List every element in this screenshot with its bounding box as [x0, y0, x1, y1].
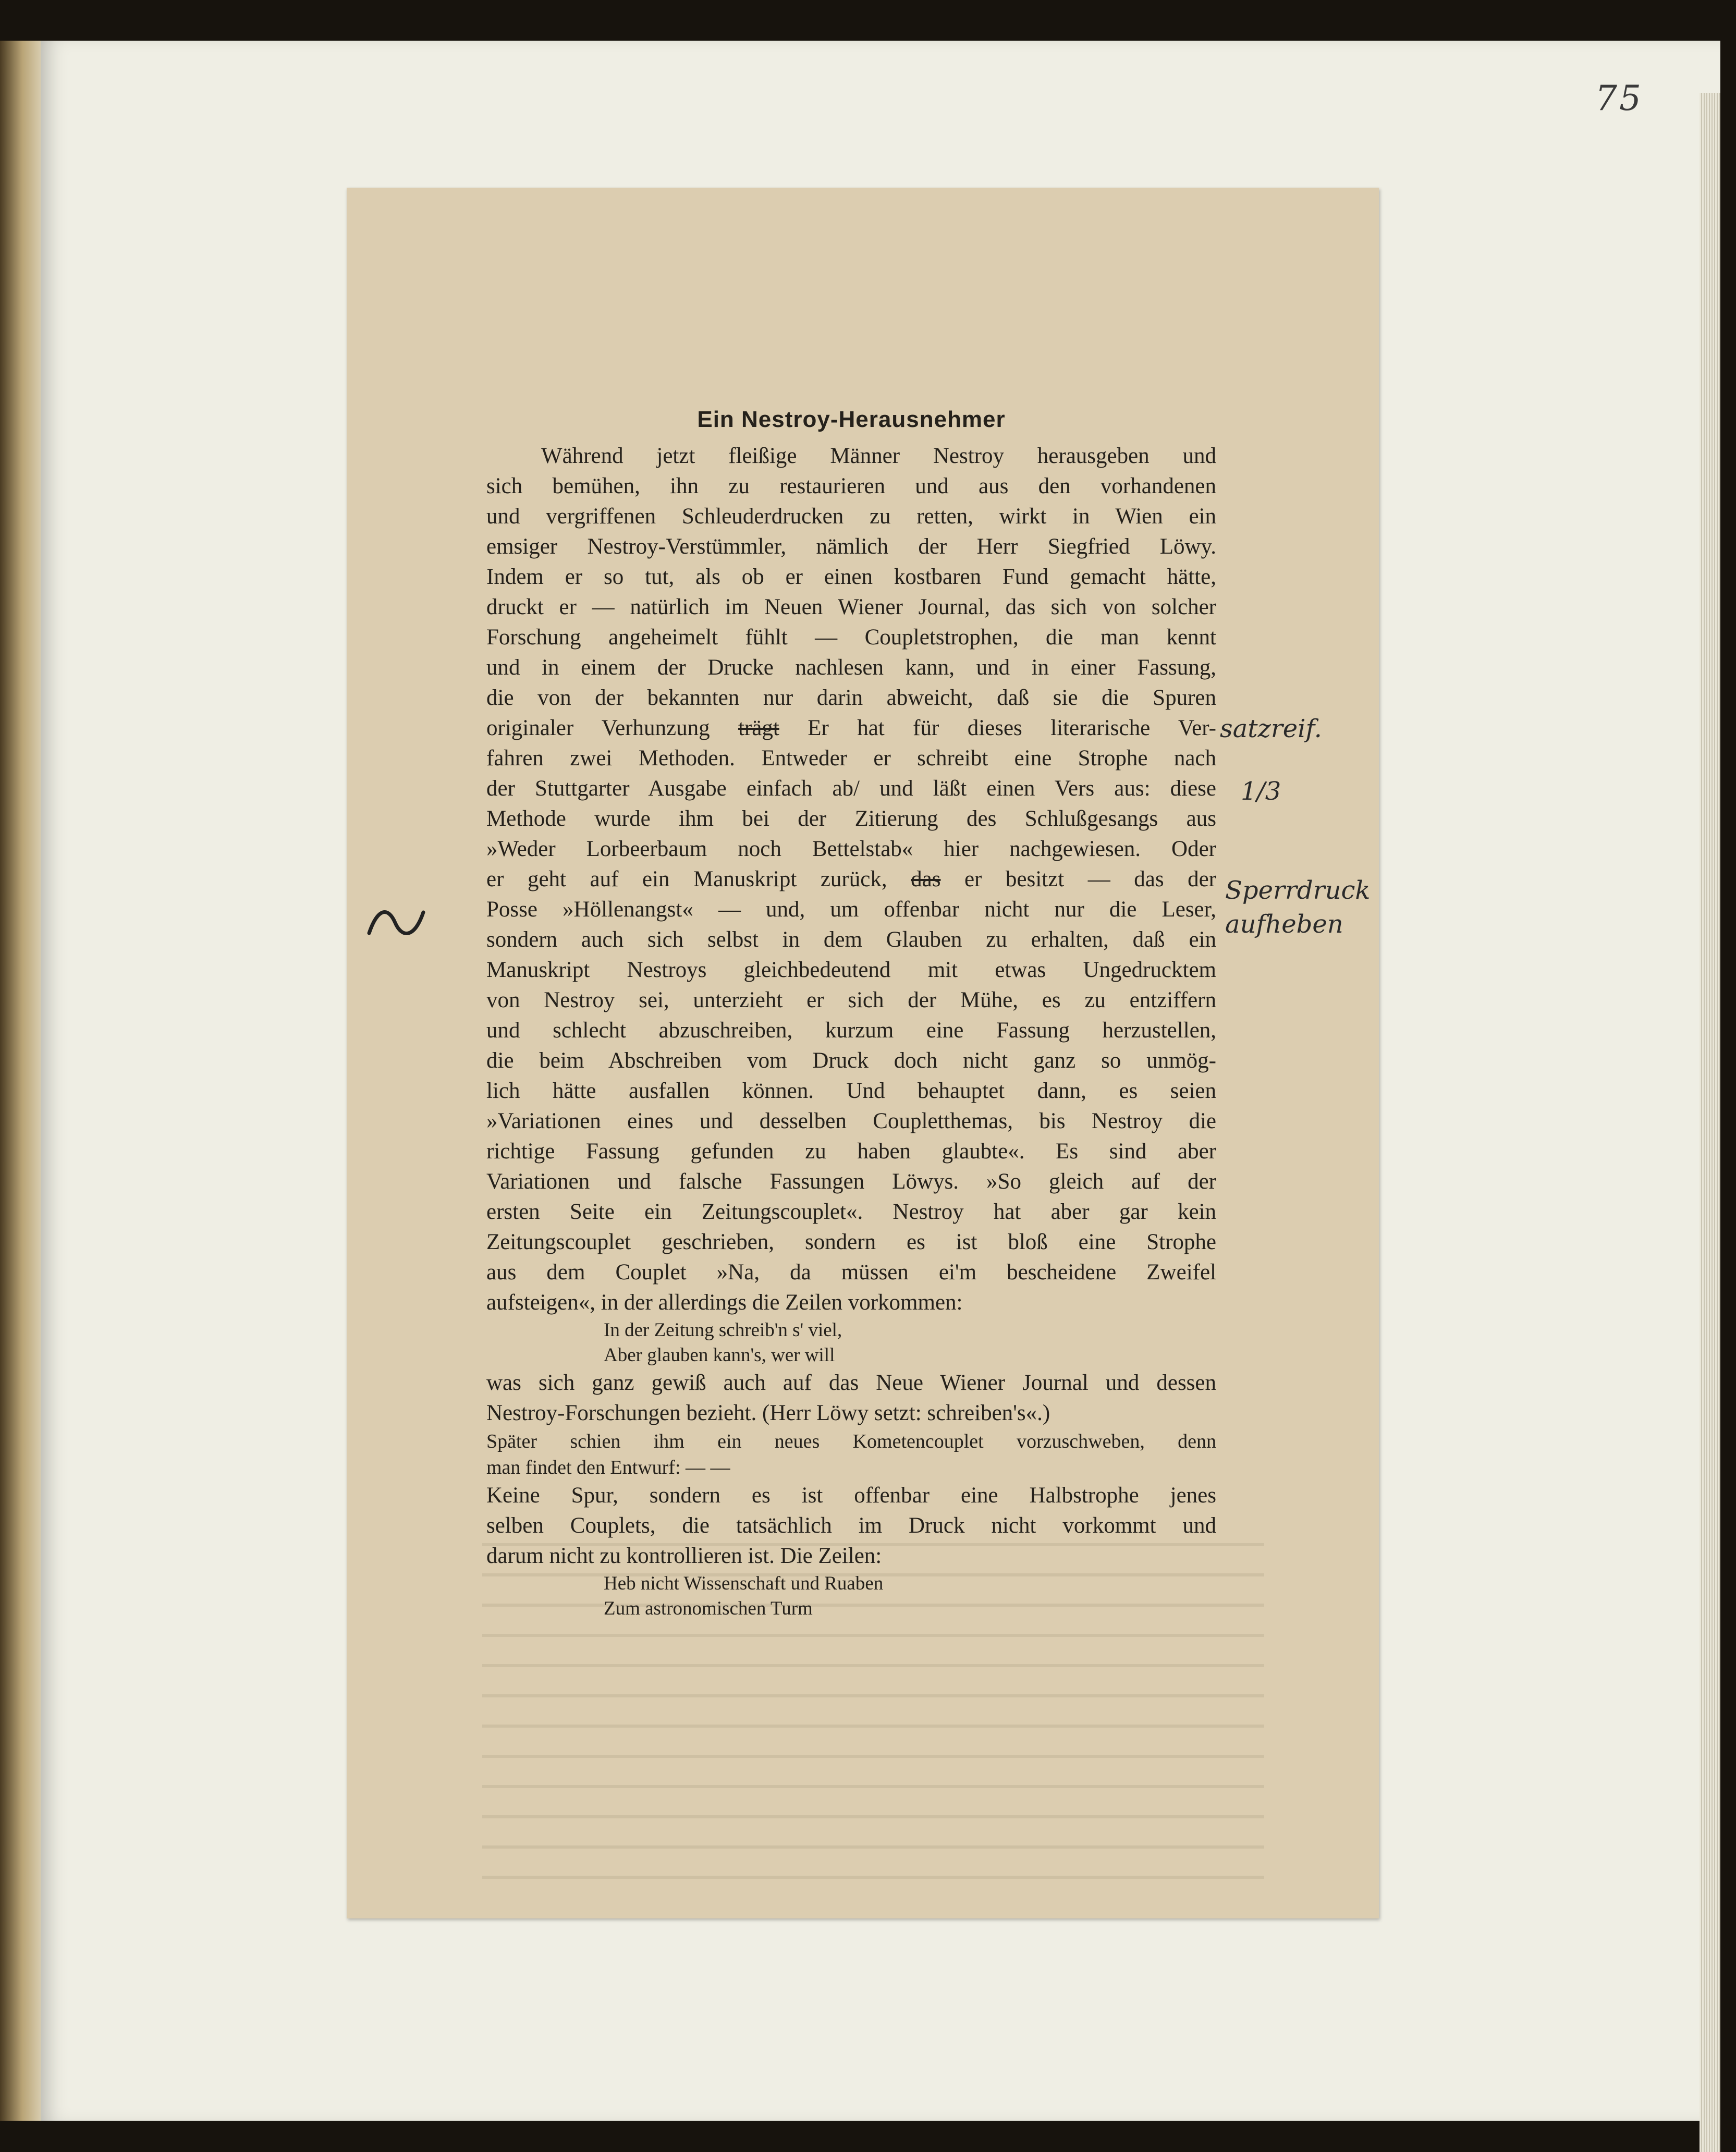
folio-number: 75	[1595, 78, 1643, 118]
text-fragment: er geht auf ein Manuskript zurück,	[486, 867, 911, 891]
text-line: sondern auch sich selbst in dem Glauben zu erhalten, daß ein	[486, 927, 1216, 952]
verse-line: In der Zeitung schreib'n s' viel,	[604, 1319, 842, 1341]
text-fragment: er besitzt — das der	[940, 867, 1216, 891]
text-line: selben Couplets, die tatsächlich im Druck nicht vorkommt und	[486, 1513, 1216, 1538]
text-line: richtige Fassung gefunden zu haben glaubte«. Es sind aber	[486, 1139, 1216, 1164]
text-line	[486, 864, 1216, 895]
verse-line: Heb nicht Wissenschaft und Ruaben	[604, 1573, 884, 1594]
text-line: was sich ganz gewiß auch auf das Neue Wiener Journal und dessen	[486, 1371, 1216, 1395]
struck-word: trägt	[738, 716, 779, 740]
text-line: Methode wurde ihm bei der Zitierung des Schlußgesangs aus	[486, 806, 1216, 831]
text-line: emsiger Nestroy-Verstümmler, nämlich der Herr Siegfried Löwy.	[486, 534, 1216, 559]
margin-note-handwritten: Sperrdruck	[1225, 876, 1371, 905]
text-line: Zeitungscouplet geschrieben, sondern es ist bloß eine Strophe	[486, 1230, 1216, 1254]
text-line: Indem er so tut, als ob er einen kostbaren Fund gemacht hätte,	[486, 565, 1216, 589]
article-body	[486, 407, 1216, 1621]
page-edges	[1700, 93, 1720, 2152]
verse-line: Aber glauben kann's, wer will	[604, 1344, 835, 1366]
text-line-small: Später schien ihm ein neues Kometencouplet vorzuschweben, denn	[486, 1430, 1216, 1452]
text-line: und in einem der Drucke nachlesen kann, und in einer Fassung,	[486, 655, 1216, 680]
text-line: lich hätte ausfallen können. Und behauptet dann, es seien	[486, 1079, 1216, 1103]
text-line: Forschung angeheimelt fühlt — Coupletstrophen, die man kennt	[486, 625, 1216, 650]
text-line: aus dem Couplet »Na, da müssen ei'm bescheidene Zweifel	[486, 1260, 1216, 1285]
text-line: Nestroy-Forschungen bezieht. (Herr Löwy setzt: schreiben's«.)	[486, 1401, 1050, 1425]
text-line: ersten Seite ein Zeitungscouplet«. Nestroy hat aber gar kein	[486, 1200, 1216, 1224]
text-line: »Weder Lorbeerbaum noch Bettelstab« hier nachgewiesen. Oder	[486, 837, 1216, 861]
text-line: sich bemühen, ihn zu restaurieren und aus den vorhandenen	[486, 474, 1216, 498]
text-line: Posse »Höllenangst« — und, um offenbar nicht nur die Leser,	[486, 897, 1216, 922]
text-line: von Nestroy sei, unterzieht er sich der Mühe, es zu entziffern	[486, 988, 1216, 1012]
margin-note-handwritten: aufheben	[1225, 910, 1343, 939]
text-line: Keine Spur, sondern es ist offenbar eine Halbstrophe jenes	[486, 1483, 1216, 1508]
text-line: und vergriffenen Schleuderdrucken zu retten, wirkt in Wien ein	[486, 504, 1216, 529]
text-line	[486, 713, 1216, 743]
tilde-mark-icon	[365, 904, 427, 941]
text-line: Manuskript Nestroys gleichbedeutend mit etwas Ungedrucktem	[486, 958, 1216, 982]
text-line: und schlecht abzuschreiben, kurzum eine Fassung herzustellen,	[486, 1018, 1216, 1043]
text-fragment: Er hat für dieses literarische Ver-	[779, 716, 1216, 740]
text-line: Während jetzt fleißige Männer Nestroy herausgeben und	[541, 444, 1216, 468]
text-line: aufsteigen«, in der allerdings die Zeilen vorkommen:	[486, 1290, 963, 1315]
margin-note-handwritten: 1/3	[1241, 777, 1281, 806]
text-line: der Stuttgarter Ausgabe einfach ab/ und läßt einen Vers aus: diese	[486, 776, 1216, 801]
margin-note-handwritten: satzreif.	[1220, 714, 1322, 743]
text-line: »Variationen eines und desselben Coupletthemas, bis Nestroy die	[486, 1109, 1216, 1133]
article-title: Ein Nestroy-Herausnehmer	[697, 407, 1006, 432]
verse-line: Zum astronomischen Turm	[604, 1598, 813, 1619]
text-line: die von der bekannten nur darin abweicht, daß sie die Spuren	[486, 686, 1216, 710]
text-line: die beim Abschreiben vom Druck doch nicht ganz so unmög-	[486, 1048, 1216, 1073]
struck-word: das	[911, 867, 941, 891]
text-fragment: originaler Verhunzung	[486, 716, 738, 740]
text-line: darum nicht zu kontrollieren ist. Die Zeilen:	[486, 1544, 882, 1568]
newspaper-clipping	[347, 188, 1379, 1918]
text-line: fahren zwei Methoden. Entweder er schreibt eine Strophe nach	[486, 746, 1216, 771]
text-line-small: man findet den Entwurf: — —	[486, 1457, 730, 1478]
text-line: Variationen und falsche Fassungen Löwys. »So gleich auf der	[486, 1169, 1216, 1194]
text-line: druckt er — natürlich im Neuen Wiener Journal, das sich von solcher	[486, 595, 1216, 619]
